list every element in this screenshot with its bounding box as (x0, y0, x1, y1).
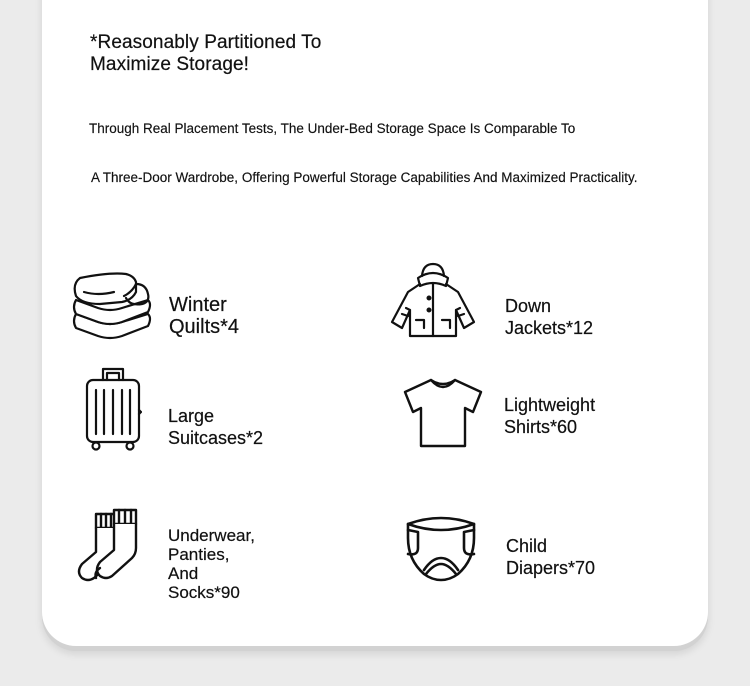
headline: *Reasonably Partitioned To Maximize Storage! (90, 32, 322, 75)
item-label: Down Jackets*12 (505, 296, 594, 338)
description-line-1: Through Real Placement Tests, The Under-Bed Storage Space Is Comparable To (89, 121, 576, 136)
t-shirt-icon (401, 376, 485, 450)
folded-quilt-icon (70, 270, 154, 342)
down-jacket-icon (388, 262, 478, 340)
item-label: Winter Quilts*4 (169, 294, 240, 338)
diaper-icon (404, 514, 478, 582)
socks-icon (76, 508, 142, 582)
description-line-2: A Three-Door Wardrobe, Offering Powerful Storage Capabilities And Maximized Practicality. (91, 170, 638, 185)
item-label: Child Diapers*70 (506, 536, 596, 578)
suitcase-icon (84, 366, 142, 452)
item-label: Lightweight Shirts*60 (504, 395, 596, 437)
item-label: Underwear, Panties, And Socks*90 (168, 526, 255, 602)
item-label: Large Suitcases*2 (168, 406, 264, 448)
